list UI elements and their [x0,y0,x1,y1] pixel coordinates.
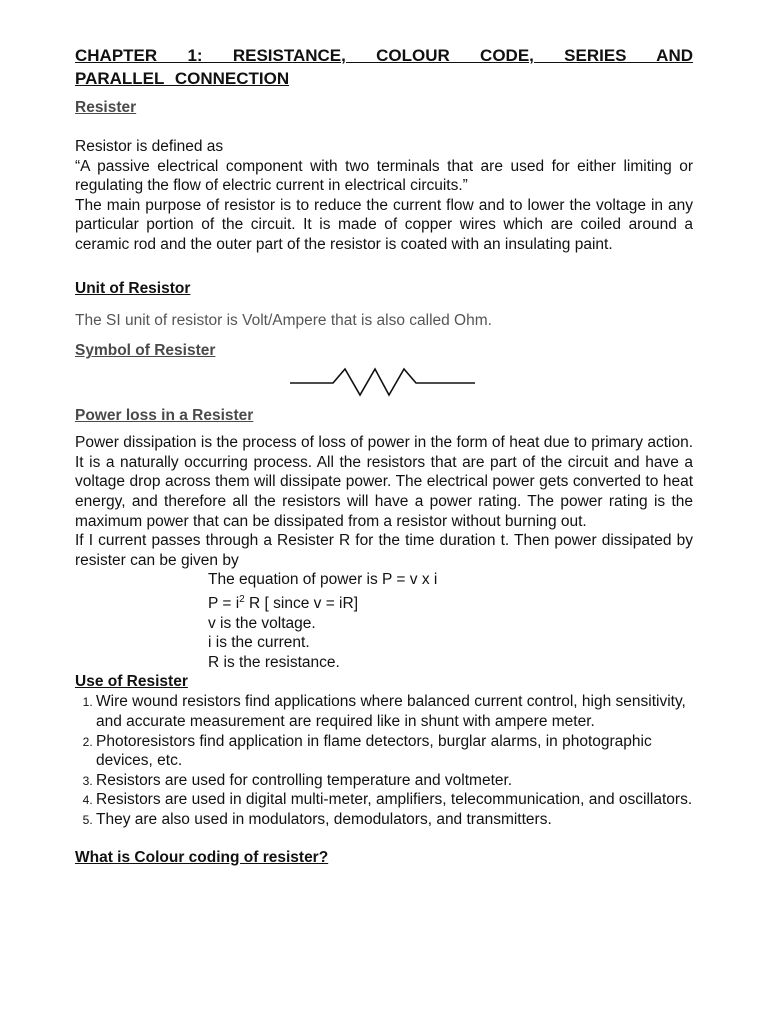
power-equation-line: The equation of power is P = v x i [208,571,438,589]
resister-purpose: The main purpose of resistor is to reduce the current flow and to lower the voltage in any particular portion of the circuit. It is made of copper wires which are coiled around a ceramic rod and the outer part of the resistor is coated with an insulating paint. [75,196,693,253]
formula-suffix: R [ since v = iR] [244,595,359,613]
resister-heading: Resister [75,99,137,116]
chapter-title-line2-text: PARALLEL CONNECTION [75,69,290,88]
list-item: 2. Photoresistors find application in flame detectors, burglar alarms, in photographic devices, etc. [96,732,693,771]
resister-intro: Resistor is defined as [75,138,224,155]
use-list [75,692,693,829]
chapter-title-line2 [75,67,693,90]
formula-prefix: P = i [208,595,240,613]
power-equation-formula [208,590,693,614]
voltage-definition: v is the voltage. [208,614,316,632]
resistance-definition: R is the resistance. [208,653,340,671]
power-loss-paragraph: Power dissipation is the process of loss of power in the form of heat due to primary action. It is a naturally occurring process. All the resistors that are part of the circuit and have a voltage drop across them will dissipate power. The electrical power gets converted to heat energy, and therefore all the resistors will have a power rating. The power rating is the maximum power that can be dissipated from a resistor without burning out. [75,434,693,530]
use-heading: Use of Resister [75,673,188,691]
unit-heading: Unit of Resistor [75,279,191,297]
document-page [75,44,693,868]
resister-definition: “A passive electrical component with two terminals that are used for either limiting or regulating the flow of electric current in electrical circuits.” [75,157,693,195]
formula-exponent: 2 [239,593,245,605]
list-item: 3. Resistors are used for controlling temperature and voltmeter. [96,771,693,791]
chapter-title-line1: CHAPTER 1: RESISTANCE, COLOUR CODE, SERIES AND [75,46,693,65]
list-item: 5. They are also used in modulators, demodulators, and transmitters. [96,810,693,830]
resistor-zigzag-icon [288,367,478,397]
list-item: 4. Resistors are used in digital multi-meter, amplifiers, telecommunication, and oscillators. [96,790,693,810]
symbol-heading: Symbol of Resister [75,342,216,360]
current-definition: i is the current. [208,634,310,652]
unit-text: The SI unit of resistor is Volt/Ampere that is also called Ohm. [75,311,492,329]
power-loss-heading: Power loss in a Resister [75,407,254,425]
list-item: 1. Wire wound resistors find applications where balanced current control, high sensitivity, and accurate measurement are required like in shunt with ampere meter. [96,692,693,731]
colour-coding-heading: What is Colour coding of resister? [75,848,329,866]
power-loss-condition: If I current passes through a Resister R for the time duration t. Then power dissipated by resister can be given by [75,532,693,569]
